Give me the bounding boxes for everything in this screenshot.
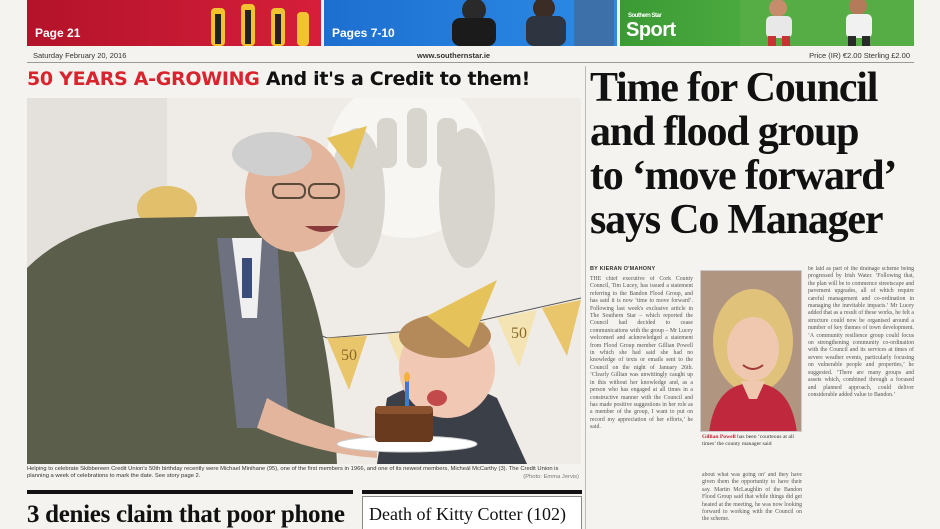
lower-right-rule: [362, 490, 582, 494]
promo-sport-photo: [740, 0, 914, 46]
promo-sport-label: [626, 13, 676, 42]
masthead-dateline: [27, 47, 914, 63]
promo-strip: [0, 0, 940, 46]
banner-number-2: 50: [511, 325, 527, 342]
headline-line-4: says Co Manager: [590, 197, 883, 243]
column-divider: [585, 66, 586, 529]
lower-left-headline[interactable]: 3 denies claim that poor phone: [27, 501, 345, 528]
headline-line-2: and flood group: [590, 109, 859, 155]
lower-right-story-box[interactable]: [362, 496, 582, 529]
story-column-1: THE chief executive of Cork County Council, Tim Lucey, has issued a statement referring to the Bandon Flood Group, and has said it is now ‘time to move forward’. Following last week's exclusive article in The Southern Star – which reported the Council had decided to cease communications with the group – Mr Lucey welcomed and acknowledged a statement from Flood Group member Gillian Powell in which she had said she had no knowledge of texts or emails sent to the Council on the night of January 26th. ‘Clearly Gillian was unwittingly caught up in this without her knowledge and, as a person who has engaged at all times in a constructive manner with the Council and has made positive suggestions in her role as a member of the group, I want to put on record my appreciation of her efforts,’ he said.: [590, 276, 693, 431]
gillian-powell-portrait[interactable]: [700, 270, 802, 432]
lead-photo-caption: [27, 466, 581, 486]
lead-kicker-black: And it's a Credit to them!: [265, 68, 530, 90]
promo-people-photo: [434, 0, 614, 46]
photo-credit: (Photo: Emma Jervis): [523, 474, 579, 480]
promo-panel-sport[interactable]: [620, 0, 914, 46]
banner-number-1: 50: [341, 347, 357, 364]
caption-text: Helping to celebrate Skibbereen Credit Union's 50th birthday recently were Michael Minihane (95), one of the first members in 1966, and one of its newest members, Micheál McCarthy (3). The Credit Union is planning a week of celebrations to mark the date. See story page 2.: [27, 466, 559, 479]
portrait-illustration: [701, 271, 802, 432]
lead-kicker-red: 50 YEARS A-GROWING: [27, 68, 260, 90]
promo-label-pages-7-10: Pages 7-10: [332, 26, 395, 40]
portrait-caption-rest: has been ‘courteous at all times’ the county manager said: [702, 434, 794, 447]
story-byline: BY KIERAN O'MAHONY: [590, 266, 656, 272]
story-column-2: about what was going on’ and they have given them the opportunity to have their say. Martin McLaughlin of the Bandon Flood Group said that while things did get heated at the meeting, he was now looking forward to working with the Council on the scheme.: [702, 472, 802, 523]
promo-panel-page-21[interactable]: [27, 0, 321, 46]
lead-kicker: [27, 68, 582, 96]
lead-photo[interactable]: [27, 98, 581, 464]
headline-line-3: to ‘move forward’: [590, 153, 897, 199]
issue-price: Price (IR) €2.00 Sterling £2.00: [809, 51, 910, 60]
portrait-caption: [702, 434, 802, 448]
promo-sport-small: Southern Star: [628, 13, 662, 19]
issue-date: Saturday February 20, 2016: [33, 51, 127, 60]
portrait-caption-name: Gillian Powell: [702, 434, 736, 440]
lower-left-rule: [27, 490, 353, 494]
website-link[interactable]: www.southernstar.ie: [417, 51, 491, 60]
story-column-3: be laid as part of the drainage scheme being progressed by Irish Water. ‘Following that, the plan will be to commence streetscape and pavement upgrades, all of which require careful management and co-ordination in managing the inevitable impacts.’ Mr Lucey added that as a result of these works, he felt a structure could now be organised around a number of key themes of town development. ‘A community resilience group could focus on strengthening community co-ordination with the Council and its services at times of severe weather events, particularly focusing on vulnerable people and properties,’ he suggested. ‘There are many groups and assets which, combined through a focused and planned approach, could deliver considerable added value to Bandon.’: [808, 266, 914, 398]
headline-line-1: Time for Council: [590, 65, 878, 111]
promo-panel-pages-7-10[interactable]: [324, 0, 617, 46]
lead-photo-illustration: [27, 98, 581, 464]
promo-label-page-21: Page 21: [35, 26, 81, 40]
promo-sport-text: Sport: [626, 19, 676, 41]
main-headline[interactable]: [590, 66, 914, 242]
lower-right-headline: Death of Kitty Cotter (102): [369, 504, 566, 524]
promo-figures-illustration: [205, 0, 315, 46]
